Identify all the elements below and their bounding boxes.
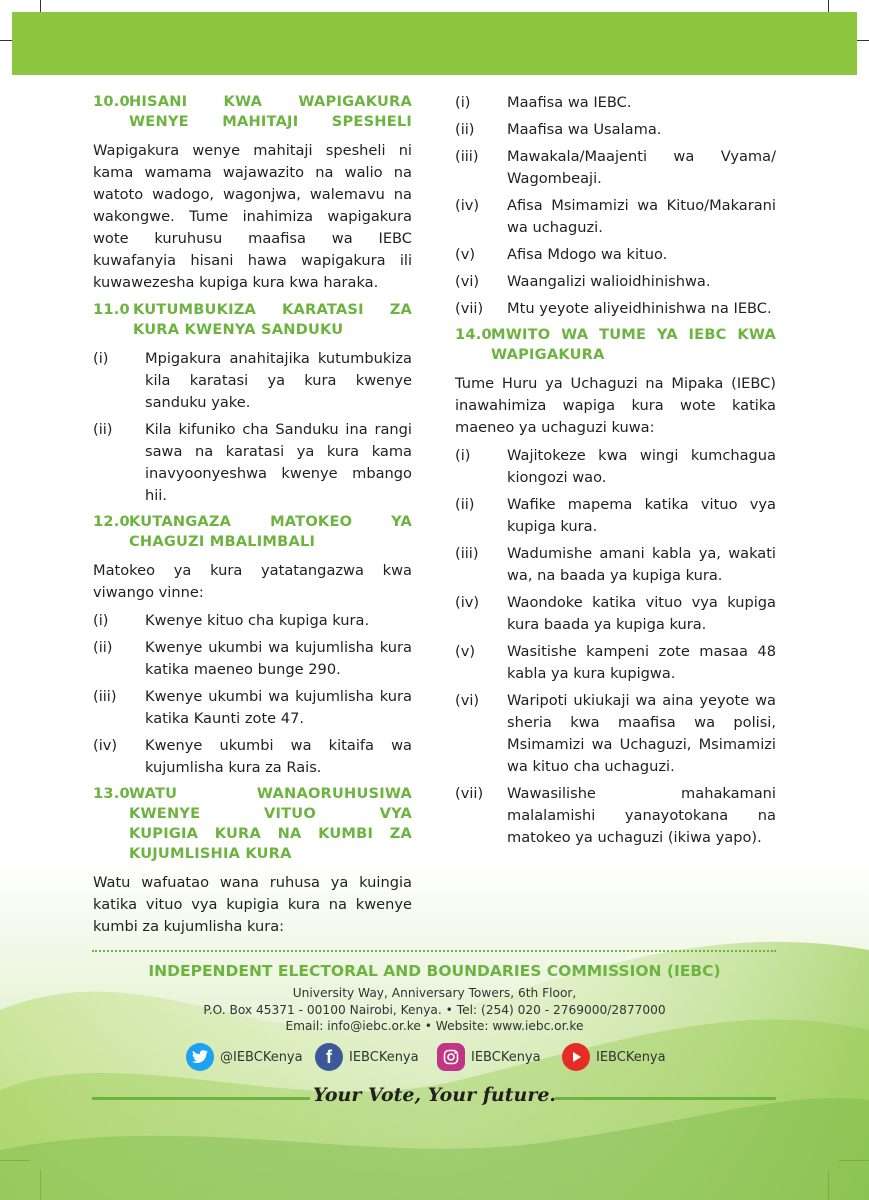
list-item: [455, 92, 776, 114]
social-youtube[interactable]: [562, 1043, 666, 1071]
section-title: MWITO WA TUME YA IEBC KWA WAPIGAKURA: [491, 326, 776, 363]
section-title: HISANI KWA WAPIGAKURA WENYE MAHITAJI SPESHELI: [129, 93, 412, 130]
list-item: [455, 445, 776, 489]
youtube-icon: [562, 1043, 590, 1071]
section-title: KUTUMBUKIZA KARATASI ZA KURA KWENYA SANDUKU: [133, 301, 412, 338]
list-item: [455, 146, 776, 190]
list-item-text: Afisa Mdogo wa kituo.: [507, 246, 668, 263]
numbered-list: [93, 610, 412, 779]
list-item-text: Kila kifuniko cha Sanduku ina rangi sawa na karatasi ya kura kama inavyoonyeshwa kwenye mbango hii.: [145, 421, 412, 504]
list-item: [455, 592, 776, 636]
list-marker: (vi): [455, 692, 480, 709]
list-item: [93, 610, 412, 632]
section-number: 10.0: [93, 93, 130, 110]
list-marker: (iv): [93, 737, 118, 754]
list-item-text: Wasitishe kampeni zote masaa 48 kabla ya kura kupigwa.: [507, 643, 776, 682]
list-item-text: Wajitokeze kwa wingi kumchagua kiongozi wao.: [507, 447, 776, 486]
list-item-text: Wadumishe amani kabla ya, wakati wa, na baada ya kupiga kura.: [507, 545, 776, 584]
social-handle: @IEBCKenya: [220, 1049, 303, 1065]
header-band: [12, 12, 857, 75]
section-number: 12.0: [93, 513, 130, 530]
social-twitter[interactable]: [186, 1043, 303, 1071]
list-marker: (vi): [455, 273, 480, 290]
list-marker: (ii): [455, 121, 475, 138]
organization-name: INDEPENDENT ELECTORAL AND BOUNDARIES COMMISSION (IEBC): [148, 962, 721, 980]
left-column: [93, 92, 412, 944]
list-marker: (vii): [455, 785, 484, 802]
list-marker: (iii): [455, 545, 479, 562]
address-line: University Way, Anniversary Towers, 6th Floor,: [292, 986, 577, 1000]
list-item: [93, 735, 412, 779]
list-item-text: Kwenye ukumbi wa kitaifa wa kujumlisha kura za Rais.: [145, 737, 412, 776]
list-item-text: Waondoke katika vituo vya kupiga kura baada ya kupiga kura.: [507, 594, 776, 633]
footer-divider: [92, 950, 776, 952]
list-item: [455, 783, 776, 849]
list-marker: (i): [93, 350, 109, 367]
slogan: Your Vote, Your future.: [312, 1084, 557, 1106]
list-item: [455, 195, 776, 239]
section-title: KUTANGAZA MATOKEO YA CHAGUZI MBALIMBALI: [129, 513, 412, 550]
list-item-text: Wawasilishe mahakamani malalamishi yanayotokana na matokeo ya uchaguzi (ikiwa yapo).: [507, 785, 776, 846]
list-item: [455, 494, 776, 538]
list-marker: (ii): [93, 639, 113, 656]
list-item: [455, 641, 776, 685]
section-paragraph: Matokeo ya kura yatatangazwa kwa viwango vinne:: [93, 562, 412, 601]
social-handle: IEBCKenya: [471, 1049, 541, 1065]
section-heading: [455, 325, 776, 365]
section-heading: [93, 300, 412, 340]
social-handle: IEBCKenya: [349, 1049, 419, 1065]
list-item-text: Kwenye ukumbi wa kujumlisha kura katika Kaunti zote 47.: [145, 688, 412, 727]
address-line: P.O. Box 45371 - 00100 Nairobi, Kenya. • Tel: (254) 020 - 2769000/2877000: [203, 1003, 666, 1017]
list-marker: (iii): [93, 688, 117, 705]
list-item: [93, 637, 412, 681]
list-marker: (ii): [93, 421, 113, 438]
list-marker: (v): [455, 643, 476, 660]
list-item-text: Mtu yeyote aliyeidhinishwa na IEBC.: [507, 300, 772, 317]
section-heading: [93, 512, 412, 552]
right-column: [455, 92, 776, 854]
list-marker: (iii): [455, 148, 479, 165]
list-marker: (i): [455, 94, 471, 111]
list-item: [93, 419, 412, 507]
instagram-icon: [437, 1043, 465, 1071]
numbered-list: [93, 348, 412, 507]
list-marker: (iv): [455, 197, 480, 214]
list-item-text: Mpigakura anahitajika kutumbukiza kila karatasi ya kura kwenye sanduku yake.: [145, 350, 412, 411]
list-marker: (i): [455, 447, 471, 464]
social-facebook[interactable]: [315, 1043, 419, 1071]
list-item-text: Wafike mapema katika vituo vya kupiga kura.: [507, 496, 776, 535]
list-item-text: Waripoti ukiukaji wa aina yeyote wa sheria kwa maafisa wa polisi, Msimamizi wa Uchaguzi, Msimamizi wa kituo cha uchaguzi.: [507, 692, 776, 775]
list-item-text: Afisa Msimamizi wa Kituo/Makarani wa uchaguzi.: [507, 197, 776, 236]
list-item: [455, 271, 776, 293]
list-item-text: Kwenye kituo cha kupiga kura.: [145, 612, 370, 629]
section-heading: [93, 92, 412, 132]
social-instagram[interactable]: [437, 1043, 541, 1071]
list-marker: (vii): [455, 300, 484, 317]
list-item-text: Waangalizi walioidhinishwa.: [507, 273, 711, 290]
section-paragraph: Tume Huru ya Uchaguzi na Mipaka (IEBC) inawahimiza wapiga kura wote katika maeneo ya uchaguzi kuwa:: [455, 375, 776, 436]
facebook-icon: f: [315, 1043, 343, 1071]
list-item-text: Maafisa wa IEBC.: [507, 94, 632, 111]
list-item: [455, 244, 776, 266]
section-paragraph: Wapigakura wenye mahitaji spesheli ni kama wamama wajawazito na walio na watoto wadogo, wagonjwa, walemavu na wakongwe. Tume inahimiza wapigakura wote kuruhusu maafisa wa IEBC kuwafanyia hisani hawa wapigakura ili kuwawezesha kupiga kura kwa haraka.: [93, 142, 412, 291]
list-item: [455, 298, 776, 320]
numbered-list: [455, 92, 776, 320]
numbered-list: [455, 445, 776, 849]
list-marker: (v): [455, 246, 476, 263]
list-item: [455, 119, 776, 141]
twitter-icon: [186, 1043, 214, 1071]
social-handle: IEBCKenya: [596, 1049, 666, 1065]
list-marker: (iv): [455, 594, 480, 611]
section-paragraph: Watu wafuatao wana ruhusa ya kuingia katika vituo vya kupigia kura na kwenye kumbi za kujumlisha kura:: [93, 874, 412, 935]
list-item-text: Kwenye ukumbi wa kujumlisha kura katika maeneo bunge 290.: [145, 639, 412, 678]
list-item: [93, 686, 412, 730]
list-marker: (i): [93, 612, 109, 629]
list-marker: (ii): [455, 496, 475, 513]
list-item-text: Mawakala/Maajenti wa Vyama/ Wagombeaji.: [507, 148, 776, 187]
section-number: 11.0: [93, 301, 130, 318]
contact-line: Email: info@iebc.or.ke • Website: www.iebc.or.ke: [285, 1019, 584, 1033]
list-item: [455, 690, 776, 778]
list-item-text: Maafisa wa Usalama.: [507, 121, 662, 138]
section-number: 13.0: [93, 785, 130, 802]
section-heading: [93, 784, 412, 864]
list-item: [455, 543, 776, 587]
section-title: WATU WANAORUHUSIWA KWENYE VITUO VYA KUPIGIA KURA NA KUMBI ZA KUJUMLISHIA KURA: [129, 785, 412, 862]
list-item: [93, 348, 412, 414]
section-number: 14.0: [455, 326, 492, 343]
